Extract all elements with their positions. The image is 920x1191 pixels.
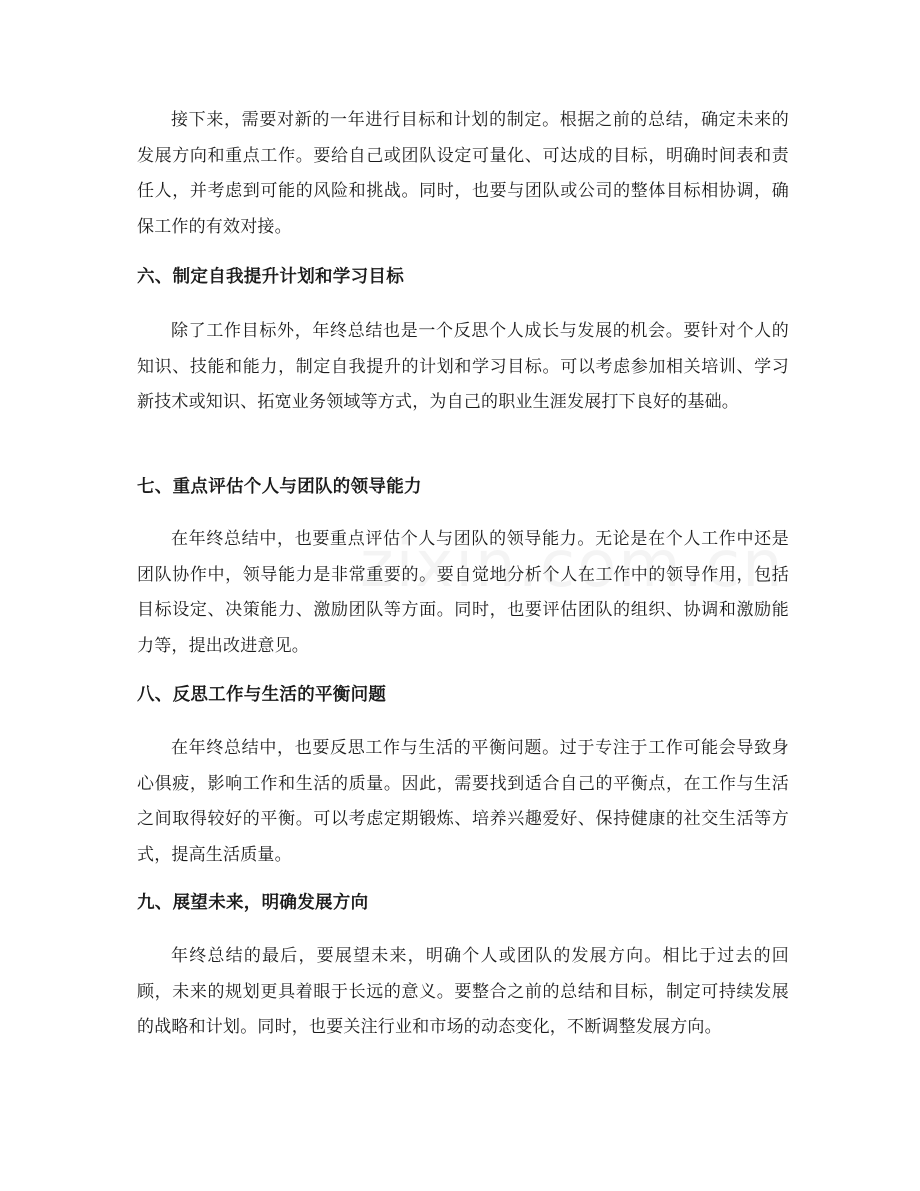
section-8-paragraph: 在年终总结中，也要反思工作与生活的平衡问题。过于专注于工作可能会导致身心俱疲，影响工作和生活的质量。因此，需要找到适合自己的平衡点，在工作与生活之间取得较好的平衡。可以考虑定期锻炼、培养兴趣爱好、保持健康的社交生活等方式，提高生活质量。	[137, 738, 789, 865]
section-7-paragraph-block	[137, 522, 789, 664]
section-7-heading: 七、重点评估个人与团队的领导能力	[137, 477, 422, 497]
section-8-heading-block	[137, 681, 789, 709]
intro-paragraph: 接下来，需要对新的一年进行目标和计划的制定。根据之前的总结，确定未来的发展方向和重点工作。要给自己或团队设定可量化、可达成的目标，明确时间表和责任人，并考虑到可能的风险和挑战。同时，也要与团队或公司的整体目标相协调，确保工作的有效对接。	[137, 110, 789, 237]
section-8-heading: 八、反思工作与生活的平衡问题	[137, 685, 387, 705]
section-7-paragraph: 在年终总结中，也要重点评估个人与团队的领导能力。无论是在个人工作中还是团队协作中，领导能力是非常重要的。要自觉地分析个人在工作中的领导作用，包括目标设定、决策能力、激励团队等方面。同时，也要评估团队的组织、协调和激励能力等，提出改进意见。	[137, 529, 789, 656]
intro-paragraph-block	[137, 103, 789, 245]
section-9-paragraph: 年终总结的最后，要展望未来，明确个人或团队的发展方向。相比于过去的回顾，未来的规划更具着眼于长远的意义。要整合之前的总结和目标，制定可持续发展的战略和计划。同时，也要关注行业和市场的动态变化，不断调整发展方向。	[137, 946, 789, 1037]
section-6-paragraph-block	[137, 314, 789, 421]
section-6-heading-block	[137, 263, 789, 291]
section-9-paragraph-block	[137, 939, 789, 1046]
section-6-heading: 六、制定自我提升计划和学习目标	[137, 267, 404, 287]
section-6-paragraph: 除了工作目标外，年终总结也是一个反思个人成长与发展的机会。要针对个人的知识、技能和能力，制定自我提升的计划和学习目标。可以考虑参加相关培训、学习新技术或知识、拓宽业务领域等方式，为自己的职业生涯发展打下良好的基础。	[137, 321, 789, 412]
section-9-heading-block	[137, 889, 789, 917]
section-8-paragraph-block	[137, 731, 789, 873]
section-7-heading-block	[137, 473, 789, 501]
section-9-heading: 九、展望未来，明确发展方向	[137, 893, 369, 913]
